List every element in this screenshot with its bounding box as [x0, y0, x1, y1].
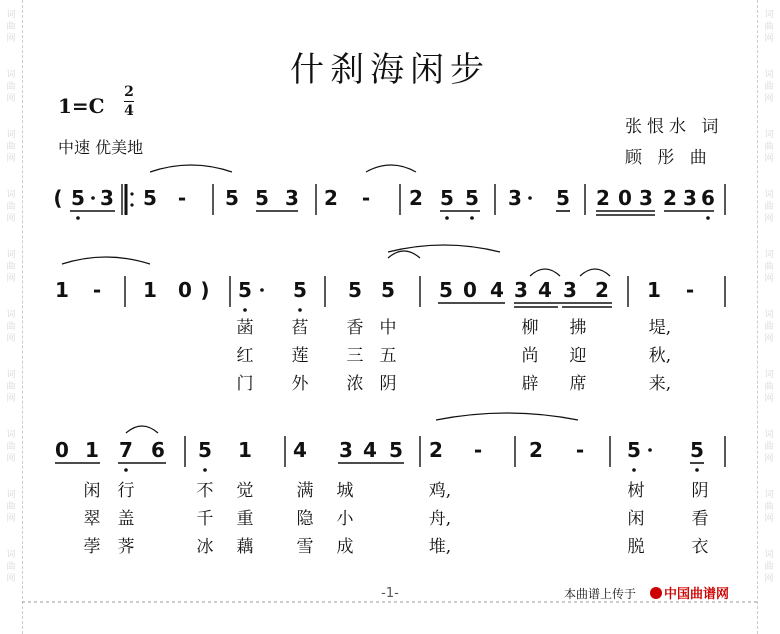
note-line2: - [685, 278, 695, 302]
note-line2: - [92, 278, 102, 302]
note-line2: 1 [55, 278, 69, 302]
time-signature-bottom: 4 [124, 103, 134, 119]
lyric-verse1: 香 [346, 318, 364, 338]
watermark-glyph: 词 [6, 190, 16, 200]
watermark-glyph: 词 [6, 490, 16, 500]
octave-dot [76, 216, 80, 220]
lyric-verse2: 重 [236, 509, 254, 529]
watermark-glyph: 词 [6, 70, 16, 80]
note-line1: 5 [71, 186, 85, 210]
lyric-verse2: 盖 [117, 509, 135, 529]
watermark-glyph: 网 [764, 94, 774, 104]
lyric-verse1: 鸡, [428, 481, 452, 501]
watermark-glyph: 词 [6, 550, 16, 560]
lyric-verse1: 树 [627, 481, 645, 501]
lyric-verse1: 行 [117, 481, 135, 501]
lyricist-credit: 张恨水 词 [625, 117, 724, 137]
lyric-verse2: 看 [691, 509, 709, 529]
watermark-glyph: 曲 [6, 142, 16, 152]
lyric-verse3: 荸 [83, 537, 101, 557]
lyric-verse2: 迎 [569, 346, 587, 366]
watermark-glyph: 曲 [6, 322, 16, 332]
watermark-glyph: 网 [764, 34, 774, 44]
page-number: -1- [381, 586, 399, 601]
note-line1: 0 [618, 186, 632, 210]
note-line3: 4 [293, 438, 307, 462]
note-line3: 5 [389, 438, 403, 462]
note-line1: - [177, 186, 187, 210]
note-line3: 7 [119, 438, 133, 462]
lyric-verse3: 堆, [428, 537, 452, 557]
lyric-verse3: 席 [569, 374, 587, 394]
lyric-verse2: 舟, [428, 509, 452, 529]
note-line1: 5 [143, 186, 157, 210]
watermark-glyph: 网 [6, 214, 16, 224]
watermark-glyph: 词 [764, 310, 774, 320]
note-line1: 3 [639, 186, 653, 210]
watermark-glyph: 网 [764, 574, 774, 584]
lyric-verse3: 辟 [521, 374, 539, 394]
lyric-verse2: 千 [196, 509, 214, 529]
lyric-verse2: 翠 [83, 509, 101, 529]
note-line1: 5 [225, 186, 239, 210]
time-signature-top: 2 [124, 84, 134, 100]
note-line1: 3 [683, 186, 697, 210]
lyric-verse2: 闲 [627, 509, 645, 529]
note-line2: 4 [538, 278, 552, 302]
lyric-verse1: 满 [296, 481, 314, 501]
watermark-glyph: 网 [6, 274, 16, 284]
lyric-verse3: 成 [336, 537, 354, 557]
note-line2: 0 [178, 278, 192, 302]
note-line3: 5 [627, 438, 641, 462]
repeat-dot [130, 203, 133, 206]
watermark-glyph: 曲 [764, 382, 774, 392]
note-line1: 5 [556, 186, 570, 210]
note-line3: 2 [529, 438, 543, 462]
lyric-verse1: 城 [336, 481, 354, 501]
watermark-glyph: 词 [6, 370, 16, 380]
slur-arc [62, 257, 150, 264]
lyric-verse2: 小 [336, 509, 354, 529]
lyric-verse1: 不 [196, 481, 214, 501]
watermark-glyph: 曲 [764, 562, 774, 572]
slur-arc [366, 165, 416, 172]
note-line3: 4 [363, 438, 377, 462]
watermark-glyph: 网 [6, 34, 16, 44]
lyric-verse3: 外 [291, 374, 309, 394]
watermark-glyph: 曲 [6, 382, 16, 392]
key-signature: 1=C [58, 94, 105, 118]
watermark-glyph: 网 [6, 334, 16, 344]
watermark-glyph: 网 [764, 214, 774, 224]
watermark-glyph: 曲 [764, 322, 774, 332]
watermark-glyph: 词 [764, 70, 774, 80]
note-line2: 5 [348, 278, 362, 302]
octave-dot [203, 468, 207, 472]
lyric-verse2: 尚 [521, 346, 539, 366]
watermark-glyph: 词 [6, 310, 16, 320]
watermark-glyph: 网 [764, 454, 774, 464]
augmentation-dot [648, 448, 652, 452]
watermark-glyph: 网 [6, 94, 16, 104]
watermark-glyph: 网 [764, 334, 774, 344]
lyric-verse1: 中 [379, 318, 397, 338]
octave-dot [695, 468, 699, 472]
lyric-verse2: 秋, [648, 346, 672, 366]
note-line3: - [473, 438, 483, 462]
note-line1: 3 [285, 186, 299, 210]
watermark-glyph: 词 [6, 10, 16, 20]
composer-credit: 顾 彤 曲 [625, 148, 712, 168]
watermark-glyph: 曲 [764, 142, 774, 152]
note-line1: 2 [324, 186, 338, 210]
note-line2: 5 [238, 278, 252, 302]
note-line3: 0 [55, 438, 69, 462]
watermark-glyph: 曲 [764, 22, 774, 32]
note-line3: 2 [429, 438, 443, 462]
lyric-verse3: 荠 [117, 537, 135, 557]
note-line2: 2 [595, 278, 609, 302]
octave-dot [445, 216, 449, 220]
note-line1: 5 [440, 186, 454, 210]
octave-dot [243, 308, 247, 312]
note-line1: 3 [508, 186, 522, 210]
lyric-verse3: 来, [648, 374, 672, 394]
note-line1: - [361, 186, 371, 210]
watermark-glyph: 曲 [6, 22, 16, 32]
watermark-glyph: 词 [6, 430, 16, 440]
slur-arc [388, 251, 420, 258]
note-line2: 3 [563, 278, 577, 302]
slur-arc [530, 269, 560, 276]
watermark-glyph: 词 [764, 10, 774, 20]
site-name: 中国曲谱网 [664, 587, 730, 602]
lyric-verse2: 隐 [296, 509, 314, 529]
watermark-glyph: 词 [764, 550, 774, 560]
song-title: 什刹海闲步 [290, 50, 490, 90]
site-logo [650, 583, 729, 602]
watermark-glyph: 词 [6, 130, 16, 140]
watermark-glyph: 网 [764, 154, 774, 164]
lyric-verse3: 冰 [196, 537, 214, 557]
note-line3: 1 [85, 438, 99, 462]
note-line3: 1 [238, 438, 252, 462]
slur-arc [150, 165, 232, 172]
note-line2: 1 [143, 278, 157, 302]
watermark-glyph: 曲 [6, 502, 16, 512]
watermark-glyph: 词 [764, 250, 774, 260]
augmentation-dot [260, 288, 264, 292]
lyric-verse3: 藕 [236, 537, 254, 557]
watermark-glyph: 曲 [6, 442, 16, 452]
lyric-verse3: 衣 [691, 537, 709, 557]
augmentation-dot [91, 196, 95, 200]
lyric-verse3: 雪 [296, 537, 314, 557]
slur-arc [436, 413, 578, 420]
watermark-glyph: 曲 [6, 562, 16, 572]
lyric-verse3: 浓 [346, 374, 364, 394]
watermark-glyph: 曲 [6, 202, 16, 212]
watermark-glyph: 词 [764, 190, 774, 200]
lyric-verse1: 觉 [236, 481, 254, 501]
octave-dot [632, 468, 636, 472]
lyric-verse2: 五 [379, 346, 397, 366]
note-line2: 0 [463, 278, 477, 302]
note-line1: 6 [701, 186, 715, 210]
note-line2: 5 [439, 278, 453, 302]
note-line3: 3 [339, 438, 353, 462]
note-line3: 5 [690, 438, 704, 462]
octave-dot [470, 216, 474, 220]
augmentation-dot [528, 196, 532, 200]
logo-mark-icon [650, 587, 662, 599]
note-line1: ( [53, 186, 63, 210]
lyric-verse1: 萏 [291, 318, 309, 338]
lyric-verse1: 菡 [236, 318, 254, 338]
watermark-glyph: 网 [764, 274, 774, 284]
watermark-glyph: 网 [764, 514, 774, 524]
lyric-verse3: 门 [236, 374, 254, 394]
watermark-glyph: 曲 [764, 262, 774, 272]
watermark-glyph: 词 [764, 490, 774, 500]
note-line2: 3 [514, 278, 528, 302]
note-line3: - [575, 438, 585, 462]
lyric-verse2: 莲 [291, 346, 309, 366]
octave-dot [124, 468, 128, 472]
watermark-glyph: 网 [6, 454, 16, 464]
watermark-glyph: 词 [764, 370, 774, 380]
repeat-dot [130, 192, 133, 195]
lyric-verse1: 堤, [648, 318, 672, 338]
slur-arc [580, 269, 610, 276]
watermark-glyph: 网 [6, 574, 16, 584]
slur-arc [126, 426, 158, 433]
lyric-verse2: 红 [236, 346, 254, 366]
note-line1: 5 [465, 186, 479, 210]
watermark-glyph: 曲 [6, 262, 16, 272]
octave-dot [706, 216, 710, 220]
note-line3: 6 [151, 438, 165, 462]
watermark-glyph: 词 [764, 430, 774, 440]
lyric-verse1: 阴 [691, 481, 709, 501]
watermark-glyph: 网 [764, 394, 774, 404]
note-line2: ) [200, 278, 210, 302]
watermark-glyph: 词 [6, 250, 16, 260]
lyric-verse1: 闲 [83, 481, 101, 501]
octave-dot [298, 308, 302, 312]
note-line1: 2 [596, 186, 610, 210]
upload-note: 本曲谱上传于 [564, 587, 637, 601]
lyric-verse2: 三 [346, 346, 364, 366]
watermark-glyph: 曲 [764, 442, 774, 452]
note-line1: 3 [100, 186, 114, 210]
note-line1: 2 [409, 186, 423, 210]
watermark-glyph: 曲 [764, 202, 774, 212]
note-line3: 5 [198, 438, 212, 462]
watermark-glyph: 词 [764, 130, 774, 140]
tempo-marking: 中速 优美地 [58, 138, 144, 157]
lyric-verse3: 脱 [627, 537, 645, 557]
watermark-glyph: 网 [6, 394, 16, 404]
note-line1: 2 [663, 186, 677, 210]
note-line1: 5 [255, 186, 269, 210]
note-line2: 4 [490, 278, 504, 302]
watermark-glyph: 曲 [764, 82, 774, 92]
watermark-glyph: 网 [6, 514, 16, 524]
note-line2: 5 [293, 278, 307, 302]
watermark-glyph: 曲 [764, 502, 774, 512]
watermark-glyph: 曲 [6, 82, 16, 92]
note-line2: 1 [647, 278, 661, 302]
lyric-verse3: 阴 [379, 374, 397, 394]
lyric-verse1: 柳 [521, 318, 539, 338]
note-line2: 5 [381, 278, 395, 302]
watermark-glyph: 网 [6, 154, 16, 164]
lyric-verse1: 拂 [569, 318, 587, 338]
